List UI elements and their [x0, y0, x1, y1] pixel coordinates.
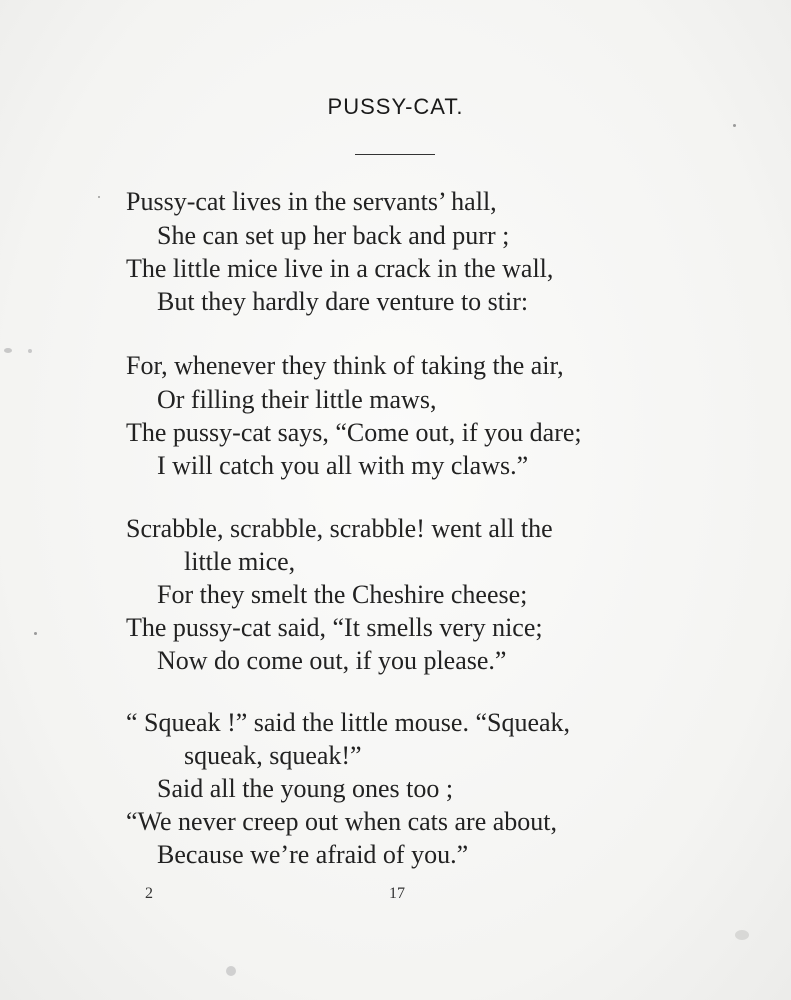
- poem-title: PUSSY-CAT.: [327, 94, 464, 119]
- poem-line: Because we’re afraid of you.”: [157, 840, 469, 869]
- paper-speck: [735, 930, 749, 940]
- poem-line: little mice,: [184, 547, 296, 576]
- poem-line: The pussy-cat said, “It smells very nice;: [126, 613, 543, 642]
- poem-line: Pussy-cat lives in the servants’ hall,: [126, 187, 497, 216]
- poem-line: I will catch you all with my claws.”: [157, 451, 529, 480]
- paper-speck: [4, 348, 12, 353]
- poem-line: For they smelt the Cheshire cheese;: [157, 580, 528, 609]
- poem-line: Now do come out, if you please.”: [157, 646, 507, 675]
- poem-line: She can set up her back and purr ;: [157, 221, 510, 250]
- paper-speck: [226, 966, 236, 976]
- poem-line: “We never creep out when cats are about,: [126, 807, 558, 836]
- paper-speck: [733, 124, 736, 127]
- poem-line: For, whenever they think of taking the air,: [126, 351, 564, 380]
- paper-speck: [98, 196, 100, 198]
- poem-line: “ Squeak !” said the little mouse. “Squeak,: [126, 708, 571, 737]
- signature-mark: 2: [145, 885, 153, 902]
- poem-line: Scrabble, scrabble, scrabble! went all the: [126, 514, 553, 543]
- paper-speck: [34, 632, 37, 635]
- title-rule: [355, 154, 435, 155]
- poem-line: Or filling their little maws,: [157, 385, 437, 414]
- page-number: 17: [389, 885, 405, 902]
- poem-line: But they hardly dare venture to stir:: [157, 287, 529, 316]
- poem-line: The little mice live in a crack in the wall,: [126, 254, 554, 283]
- paper-speck: [28, 349, 32, 353]
- poem-line: Said all the young ones too ;: [157, 774, 454, 803]
- poem-line: squeak, squeak!”: [184, 741, 362, 770]
- poem-line: The pussy-cat says, “Come out, if you dare;: [126, 418, 582, 447]
